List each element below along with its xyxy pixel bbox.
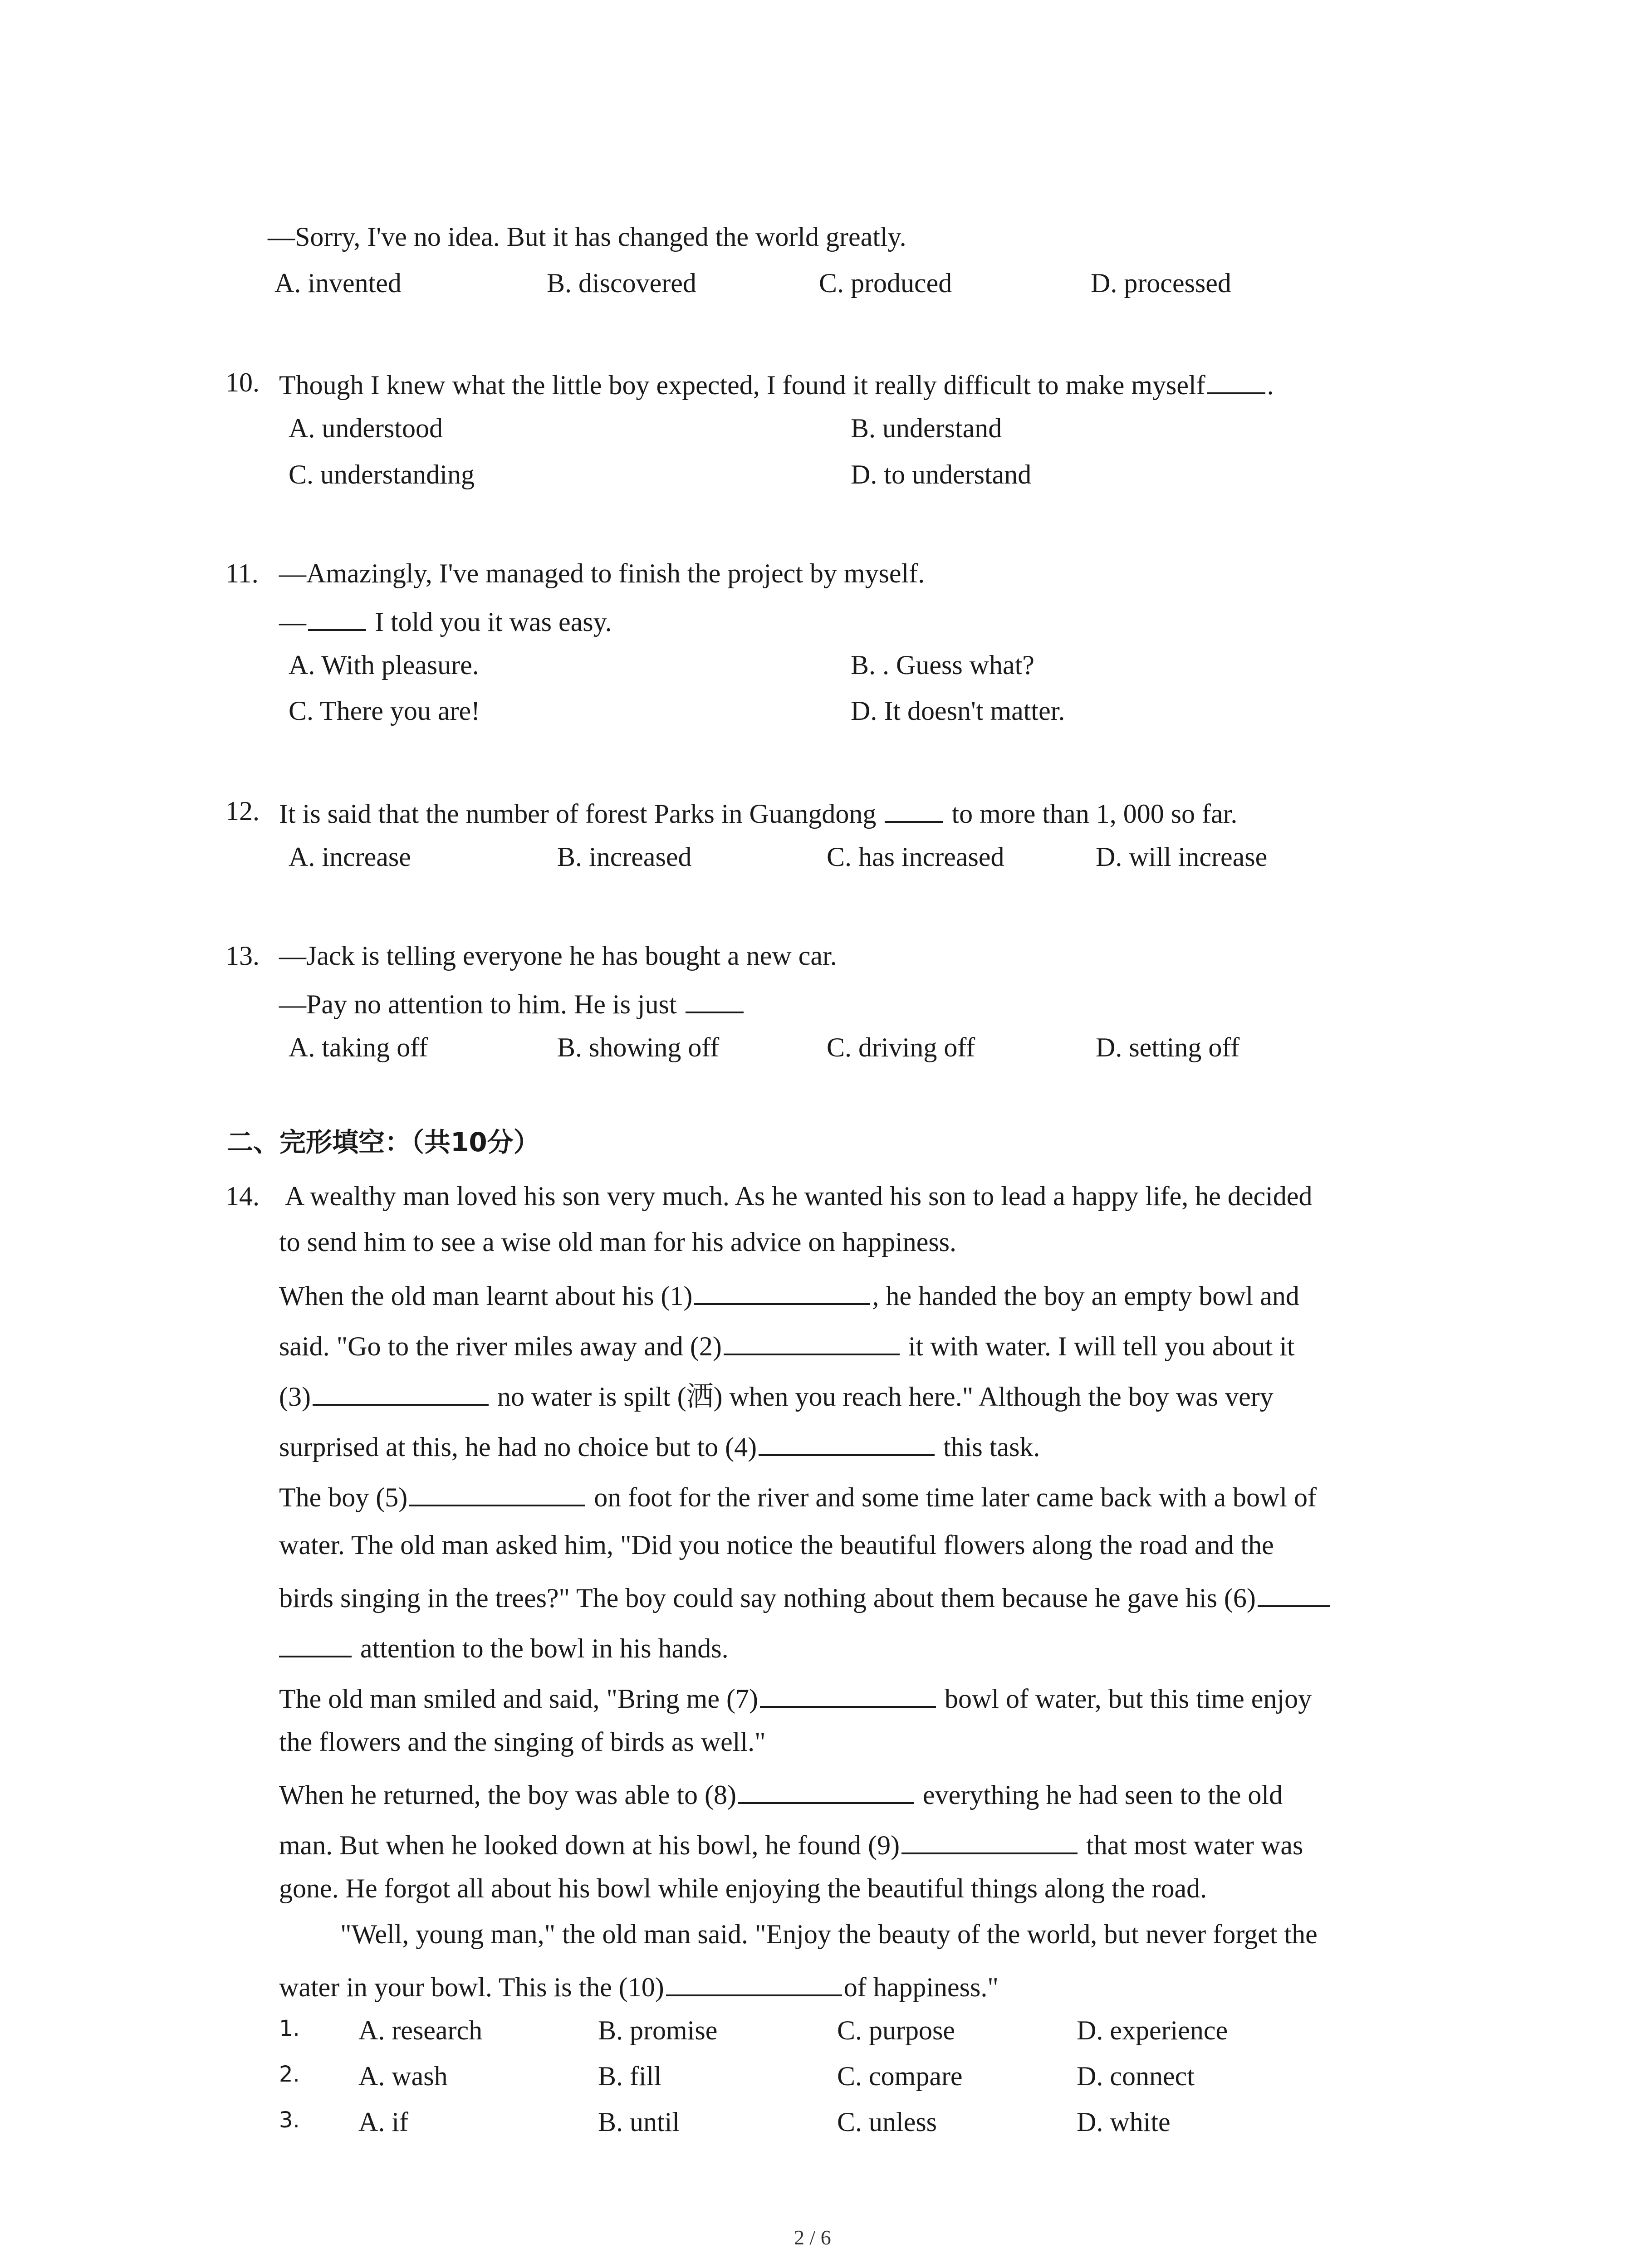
q12-stem — [279, 797, 1237, 827]
q11-line2-dash: — — [279, 607, 306, 637]
q10-option-c: C. understanding — [289, 459, 475, 489]
q13-option-b: B. showing off — [557, 1032, 720, 1062]
q14-line-3-a: When the old man learnt about his (1) — [279, 1281, 693, 1311]
choice-2-option-c: C. compare — [837, 2061, 963, 2091]
q10-stem — [279, 369, 1274, 399]
choice-1-option-c: C. purpose — [837, 2015, 955, 2045]
q11-line2-text: I told you it was easy. — [375, 607, 612, 637]
q14-line-11-b: bowl of water, but this time enjoy — [944, 1684, 1312, 1714]
q14-line-15: gone. He forgot all about his bowl while enjoying the beautiful things along the road. — [279, 1873, 1207, 1903]
q14-line-7 — [279, 1481, 1317, 1511]
q14-line-9-a: birds singing in the trees?" The boy could say nothing about them because he gave his (6) — [279, 1583, 1256, 1613]
q14-line-17-b: of happiness." — [843, 1972, 999, 2002]
q10-stem-end: . — [1267, 370, 1274, 400]
choice-3-option-b: B. until — [598, 2107, 680, 2137]
q14-line-16: "Well, young man," the old man said. "Enjoy the beauty of the world, but never forget the — [340, 1919, 1318, 1949]
q11-option-d: D. It doesn't matter. — [851, 696, 1065, 726]
choice-row-3-number: 3. — [279, 2107, 300, 2133]
choice-3-option-d: D. white — [1077, 2107, 1171, 2137]
q13-line2 — [279, 988, 745, 1018]
q9-option-d: D. processed — [1091, 268, 1231, 298]
cloze-blank-4 — [759, 1431, 935, 1456]
q12-blank — [885, 797, 943, 823]
q14-line-7-b: on foot for the river and some time later came back with a bowl of — [594, 1482, 1317, 1512]
q12-option-c: C. has increased — [827, 842, 1004, 872]
q14-line-4-b: it with water. I will tell you about it — [908, 1331, 1295, 1361]
q12-stem-end: to more than 1, 000 so far. — [951, 799, 1238, 829]
q11-number: 11. — [225, 558, 259, 588]
q12-number: 12. — [225, 796, 260, 826]
q11-option-c: C. There you are! — [289, 696, 480, 726]
q11-blank — [308, 606, 366, 631]
q14-line-5-a: (3) — [279, 1382, 311, 1412]
q14-line-11 — [279, 1682, 1312, 1712]
q9-option-c: C. produced — [819, 268, 952, 298]
cloze-blank-6-part2 — [279, 1632, 352, 1657]
q14-line-9 — [279, 1582, 1332, 1612]
q14-line-14-b: that most water was — [1086, 1830, 1303, 1860]
page-number: 2 / 6 — [794, 2226, 831, 2249]
q14-line-13 — [279, 1779, 1283, 1809]
q12-option-a: A. increase — [289, 842, 411, 872]
choice-2-option-d: D. connect — [1077, 2061, 1195, 2091]
q14-line-17-a: water in your bowl. This is the (10) — [279, 1972, 664, 2002]
choice-row-1-number: 1. — [279, 2016, 300, 2041]
q12-option-d: D. will increase — [1096, 842, 1268, 872]
q14-line-4 — [279, 1330, 1294, 1360]
q12-stem-text: It is said that the number of forest Parks in Guangdong — [279, 799, 877, 829]
q14-line-6-a: surprised at this, he had no choice but to (4) — [279, 1432, 757, 1462]
q14-line-13-a: When he returned, the boy was able to (8) — [279, 1780, 736, 1810]
cloze-blank-1 — [694, 1280, 870, 1305]
choice-3-option-c: C. unless — [837, 2107, 937, 2137]
q14-line-13-b: everything he had seen to the old — [922, 1780, 1283, 1810]
q11-line1: —Amazingly, I've managed to finish the project by myself. — [279, 558, 925, 588]
q14-line-3 — [279, 1280, 1299, 1310]
q14-line-6-b: this task. — [943, 1432, 1040, 1462]
q13-line1: —Jack is telling everyone he has bought a new car. — [279, 941, 837, 971]
q11-line2 — [279, 606, 612, 635]
q10-option-d: D. to understand — [851, 459, 1032, 489]
q13-number: 13. — [225, 941, 260, 971]
q12-option-b: B. increased — [557, 842, 692, 872]
choice-1-option-a: A. research — [358, 2015, 483, 2045]
q13-option-c: C. driving off — [827, 1032, 975, 1062]
q14-line-7-a: The boy (5) — [279, 1482, 408, 1512]
q13-blank — [686, 988, 744, 1013]
q13-option-d: D. setting off — [1096, 1032, 1240, 1062]
q14-line-11-a: The old man smiled and said, "Bring me (7) — [279, 1684, 758, 1714]
q14-line-12: the flowers and the singing of birds as well." — [279, 1727, 766, 1757]
q10-option-b: B. understand — [851, 413, 1002, 443]
choice-2-option-b: B. fill — [598, 2061, 662, 2091]
cloze-blank-7 — [760, 1682, 936, 1708]
q14-line-10-b: attention to the bowl in his hands. — [360, 1633, 729, 1663]
cloze-blank-9 — [901, 1829, 1078, 1854]
q14-line-5-b: no water is spilt (洒) when you reach here." Although the boy was very — [497, 1382, 1274, 1412]
q9-reply: —Sorry, I've no idea. But it has changed the world greatly. — [268, 222, 906, 252]
q14-line-14 — [279, 1829, 1303, 1859]
q14-line-5 — [279, 1380, 1274, 1410]
q14-line-6 — [279, 1431, 1040, 1461]
q10-option-a: A. understood — [289, 413, 443, 443]
q14-line-14-a: man. But when he looked down at his bowl, he found (9) — [279, 1830, 900, 1860]
q14-intro-line1: A wealthy man loved his son very much. As he wanted his son to lead a happy life, he decided — [285, 1181, 1313, 1211]
choice-1-option-d: D. experience — [1077, 2015, 1228, 2045]
cloze-blank-2 — [724, 1330, 900, 1355]
cloze-blank-3 — [313, 1380, 489, 1406]
choice-1-option-b: B. promise — [598, 2015, 718, 2045]
q14-intro-line2: to send him to see a wise old man for his advice on happiness. — [279, 1227, 957, 1257]
choice-3-option-a: A. if — [358, 2107, 408, 2137]
choice-2-option-a: A. wash — [358, 2061, 448, 2091]
q11-option-b: B. . Guess what? — [851, 650, 1034, 680]
q9-option-b: B. discovered — [547, 268, 696, 298]
q11-option-a: A. With pleasure. — [289, 650, 479, 680]
q14-line-17 — [279, 1971, 999, 2001]
cloze-blank-10 — [666, 1971, 842, 1996]
q13-line2-text: —Pay no attention to him. He is just — [279, 989, 677, 1019]
q14-line-3-b: , he handed the boy an empty bowl and — [872, 1281, 1299, 1311]
q10-number: 10. — [225, 367, 260, 397]
section-title-cloze: 二、完形填空：（共10分） — [227, 1127, 540, 1158]
cloze-blank-6-part1 — [1258, 1582, 1330, 1607]
q10-stem-text: Though I knew what the little boy expected, I found it really difficult to make myself — [279, 370, 1205, 400]
q14-line-8: water. The old man asked him, "Did you notice the beautiful flowers along the road and the — [279, 1530, 1274, 1560]
q9-option-a: A. invented — [274, 268, 402, 298]
q14-line-10 — [279, 1632, 729, 1662]
q14-number: 14. — [225, 1181, 260, 1211]
q14-line-4-a: said. "Go to the river miles away and (2) — [279, 1331, 722, 1361]
choice-row-2-number: 2. — [279, 2062, 300, 2087]
q10-blank — [1207, 369, 1265, 394]
q13-option-a: A. taking off — [289, 1032, 428, 1062]
cloze-blank-5 — [409, 1481, 585, 1506]
cloze-blank-8 — [738, 1779, 914, 1804]
